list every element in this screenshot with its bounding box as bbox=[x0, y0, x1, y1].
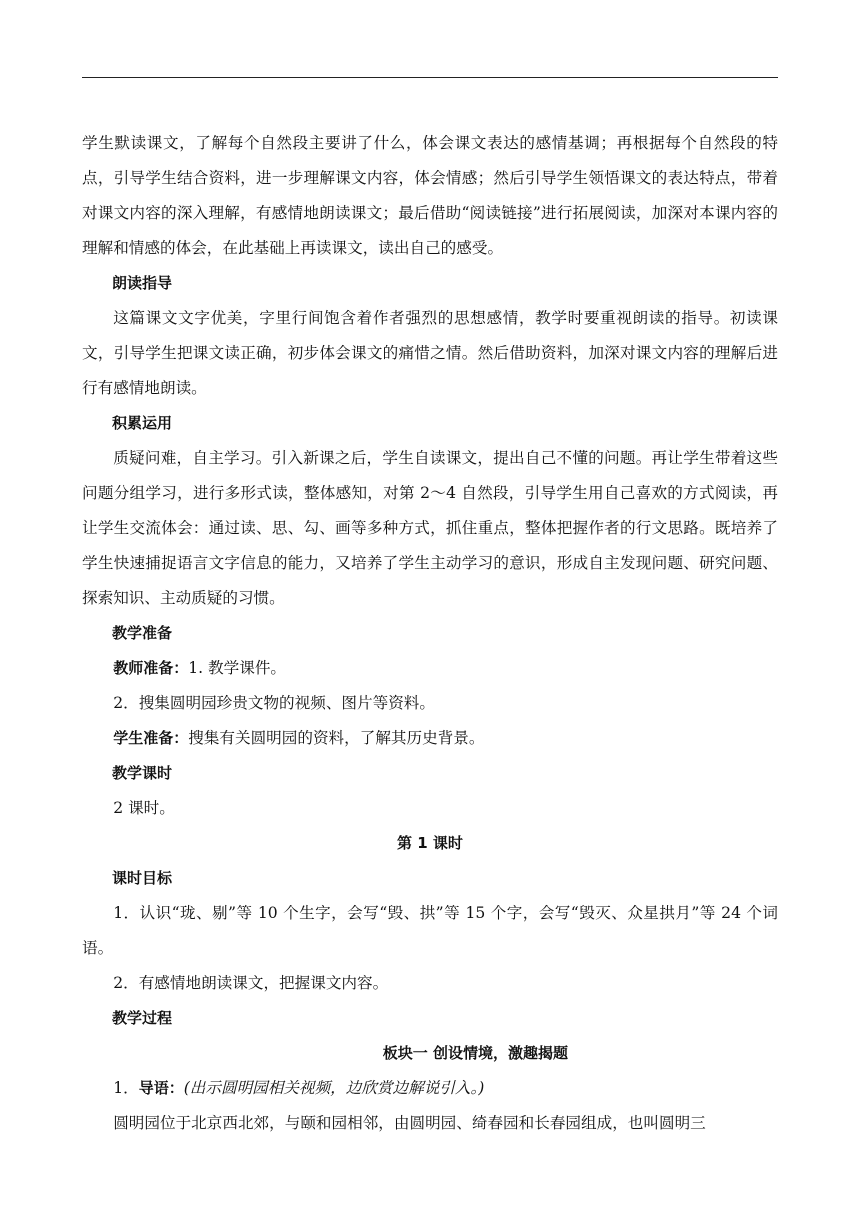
student-preparation bbox=[82, 721, 778, 756]
class-hours-text: 2 课时。 bbox=[113, 799, 175, 817]
paragraph-accumulate: 质疑问难，自主学习。引入新课之后，学生自读课文，提出自己不懂的问题。再让学生带着这些问题分组学习，进行多形式读，整体感知，对第 2～4 自然段，引导学生用自己喜欢的方式阅读，再让学生交流体会：通过读、思、勾、画等多种方式，抓住重点，整体把握作者的行文思路。既培养了学生快速捕捉语言文字信息的能力，又培养了学生主动学习的意识，形成自主发现问题、研究问题、探索知识、主动质疑的习惯。 bbox=[82, 449, 778, 607]
teacher-preparation bbox=[82, 651, 778, 686]
heading-class-hours: 教学课时 bbox=[112, 764, 173, 782]
header-rule bbox=[82, 77, 778, 78]
teacher-prep-item-2: 2．搜集圆明园珍贵文物的视频、图片等资料。 bbox=[113, 694, 435, 712]
intro-number: 1． bbox=[113, 1079, 139, 1097]
heading-preparation: 教学准备 bbox=[112, 624, 173, 642]
heading-reading-guide: 朗读指导 bbox=[112, 274, 173, 292]
paragraph-method: 学生默读课文，了解每个自然段主要讲了什么，体会课文表达的感情基调；再根据每个自然段的特点，引导学生结合资料，进一步理解课文内容，体会情感；然后引导学生领悟课文的表达特点，带着对课文内容的深入理解，有感情地朗读课文；最后借助“阅读链接”进行拓展阅读，加深对本课内容的理解和情感的体会，在此基础上再读课文，读出自己的感受。 bbox=[82, 134, 778, 257]
teacher-prep-item-1: 1. 教学课件。 bbox=[188, 659, 287, 677]
heading-accumulate: 积累运用 bbox=[112, 414, 173, 432]
heading-process: 教学过程 bbox=[112, 1009, 173, 1027]
intro-note: (出示圆明园相关视频，边欣赏边解说引入。) bbox=[183, 1079, 485, 1097]
paragraph-reading-guide: 这篇课文文字优美，字里行间饱含着作者强烈的思想感情，教学时要重视朗读的指导。初读课文，引导学生把课文读正确，初步体会课文的痛惜之情。然后借助资料，加深对课文内容的理解后进行有感情地朗读。 bbox=[82, 309, 778, 397]
heading-goals: 课时目标 bbox=[112, 869, 173, 887]
student-prep-label: 学生准备： bbox=[113, 729, 189, 747]
intro-text: 圆明园位于北京西北郊，与颐和园相邻，由圆明园、绮春园和长春园组成，也叫圆明三 bbox=[113, 1114, 706, 1132]
lesson-title: 第 1 课时 bbox=[397, 834, 463, 852]
block-title: 板块一 创设情境，激趣揭题 bbox=[382, 1044, 568, 1062]
teacher-prep-label: 教师准备： bbox=[113, 659, 189, 677]
intro-label: 导语： bbox=[138, 1079, 184, 1097]
intro-line bbox=[82, 1071, 778, 1106]
goal-item-1: 1．认识“珑、剔”等 10 个生字，会写“毁、拱”等 15 个字，会写“毁灭、众星拱月”等 24 个词语。 bbox=[82, 904, 778, 957]
goal-item-2: 2．有感情地朗读课文，把握课文内容。 bbox=[113, 974, 389, 992]
student-prep-text: 搜集有关圆明园的资料，了解其历史背景。 bbox=[188, 729, 485, 747]
document-body bbox=[82, 126, 778, 1141]
